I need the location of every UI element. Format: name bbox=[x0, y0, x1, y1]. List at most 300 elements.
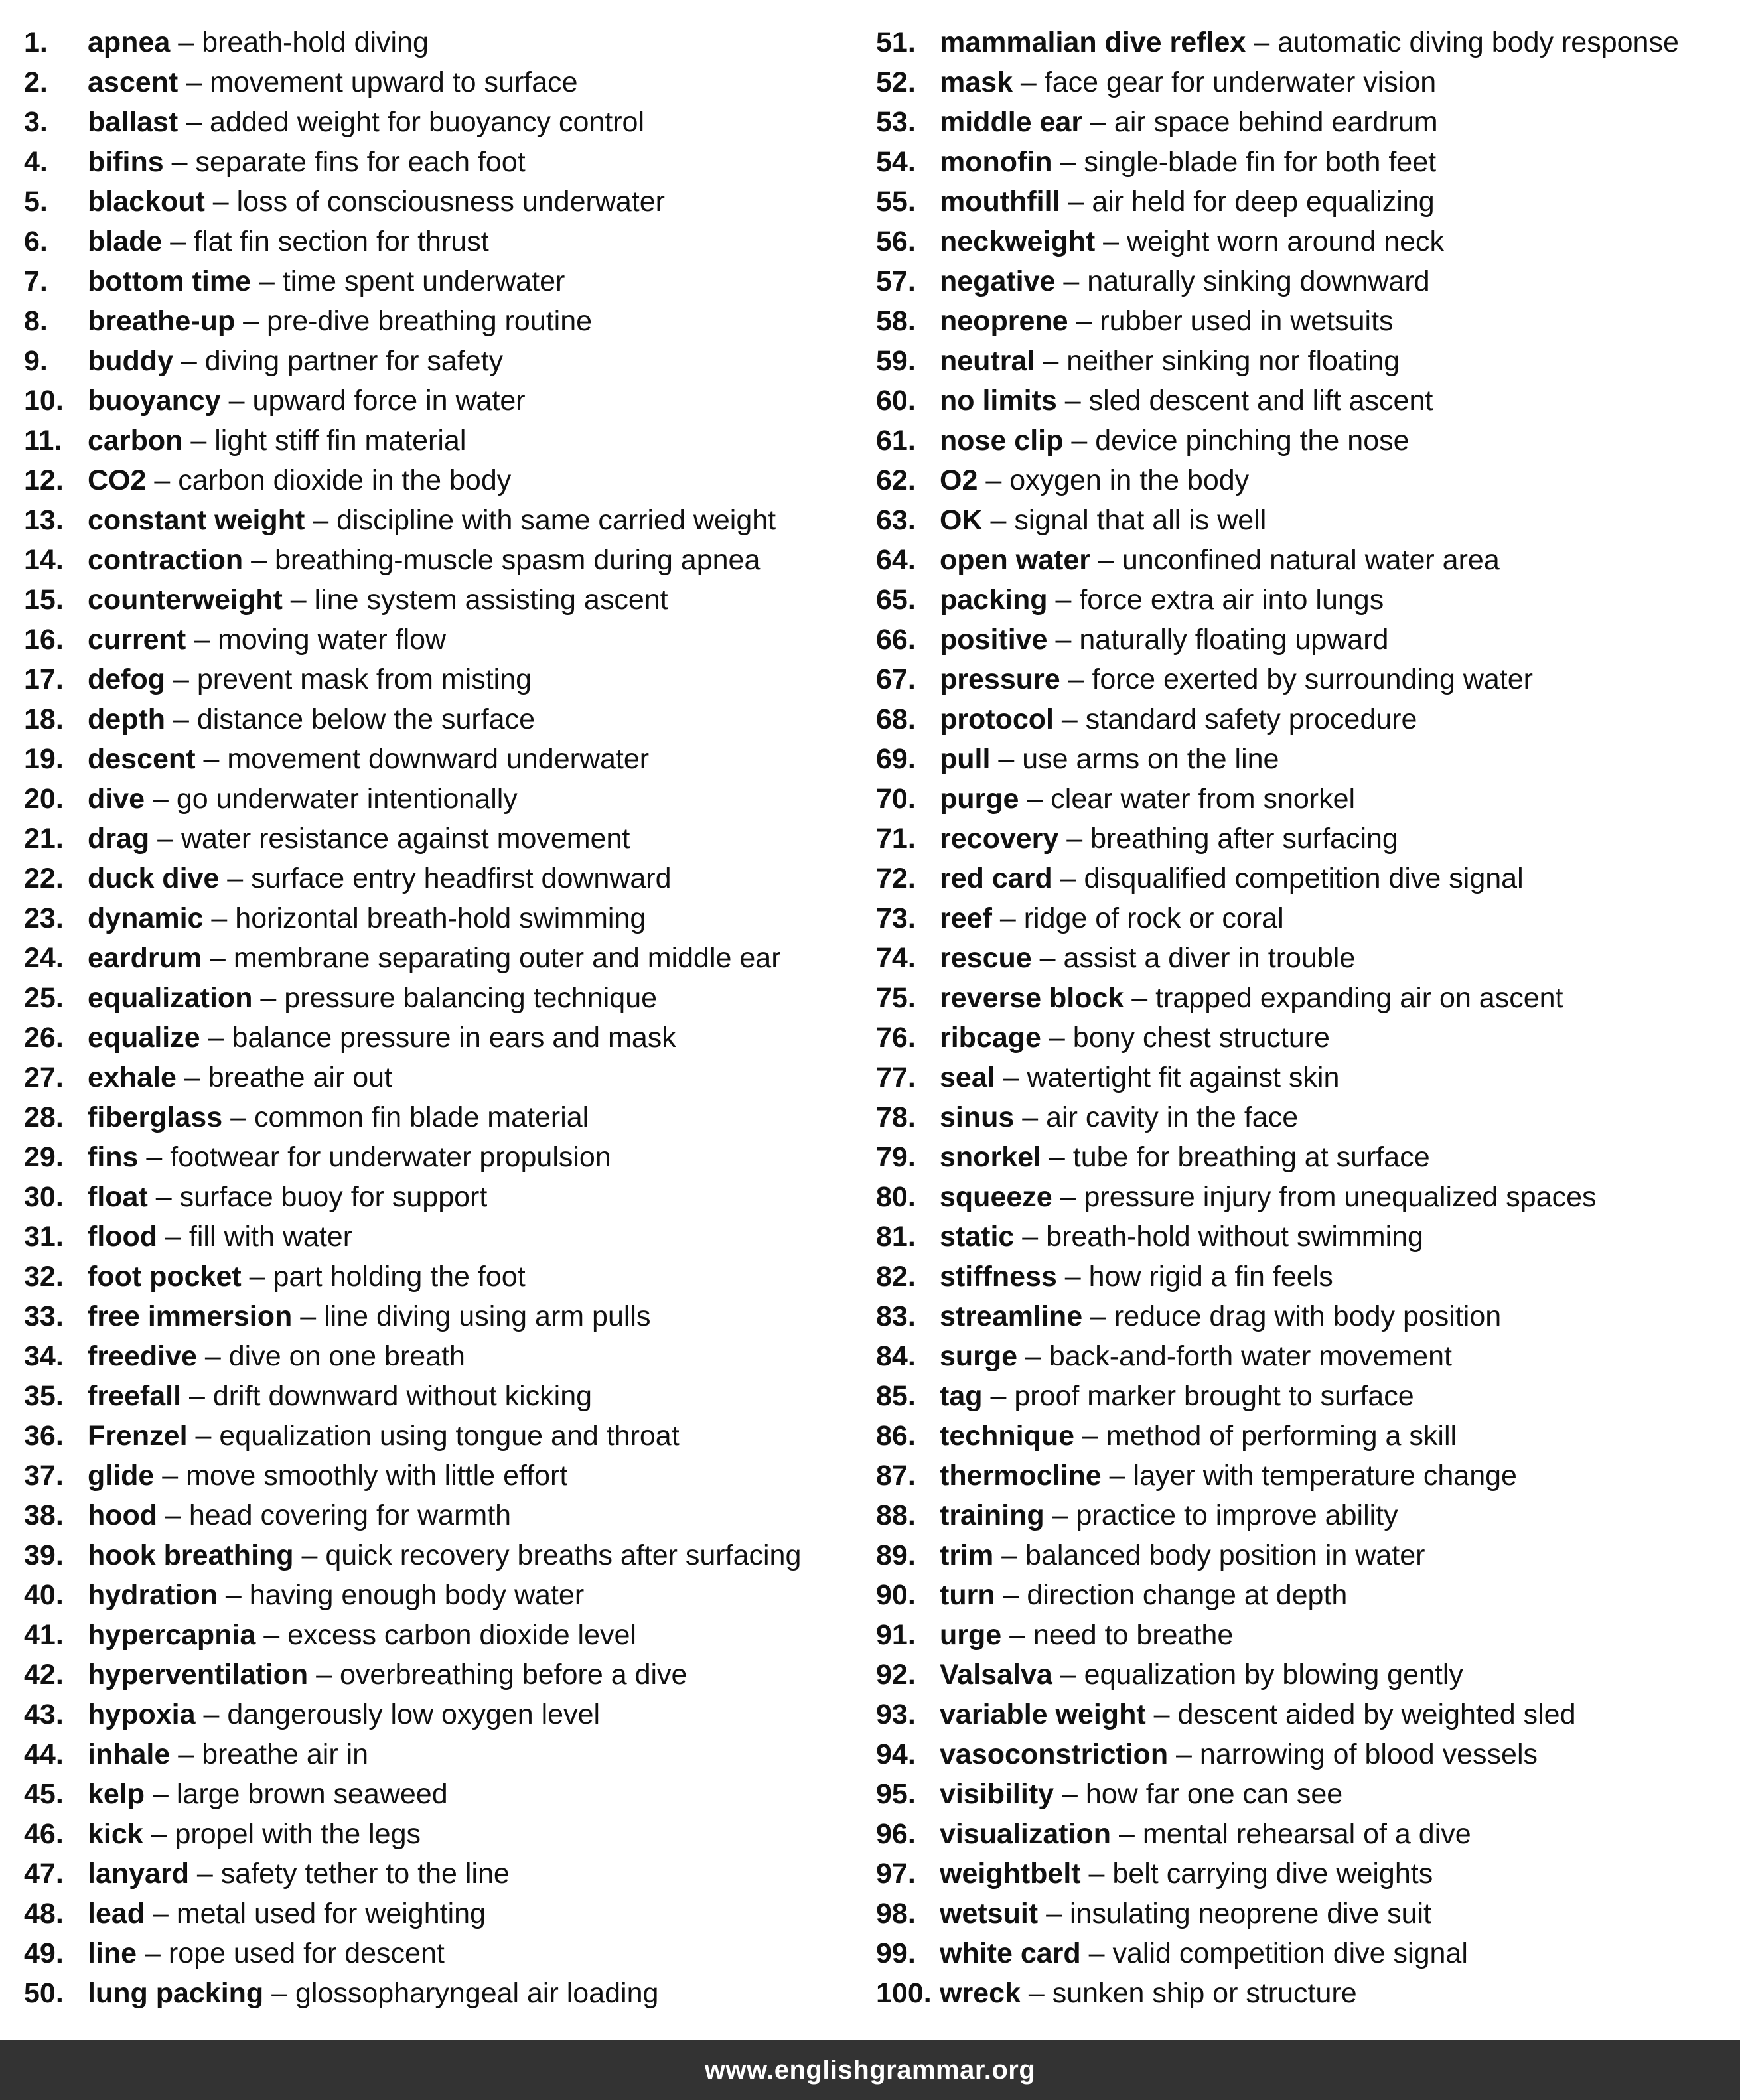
item-term: no limits bbox=[940, 385, 1057, 417]
item-number: 43. bbox=[24, 1699, 64, 1730]
item-term: OK bbox=[940, 504, 983, 536]
item-term: Frenzel bbox=[88, 1420, 188, 1452]
item-number: 93. bbox=[876, 1699, 916, 1730]
vocabulary-list-left bbox=[24, 23, 853, 2013]
item-definition: added weight for buoyancy control bbox=[210, 106, 645, 138]
item-term: monofin bbox=[940, 146, 1052, 178]
list-item bbox=[24, 859, 853, 898]
list-item bbox=[876, 1177, 1732, 1217]
item-definition: fill with water bbox=[188, 1221, 353, 1253]
item-term: open water bbox=[940, 544, 1090, 576]
item-term: middle ear bbox=[940, 106, 1083, 138]
item-term: white card bbox=[940, 1937, 1081, 1969]
item-separator: – bbox=[165, 703, 197, 735]
item-number: 18. bbox=[24, 703, 64, 735]
list-item bbox=[876, 699, 1732, 739]
item-number: 47. bbox=[24, 1858, 64, 1890]
item-definition: clear water from snorkel bbox=[1051, 783, 1356, 815]
item-term: pressure bbox=[940, 664, 1060, 695]
item-term: tag bbox=[940, 1380, 983, 1412]
item-term: neoprene bbox=[940, 305, 1068, 337]
item-separator: – bbox=[1052, 863, 1084, 894]
item-number: 86. bbox=[876, 1420, 916, 1452]
item-term: urge bbox=[940, 1619, 1002, 1651]
item-separator: – bbox=[991, 902, 1024, 934]
item-definition: need to breathe bbox=[1033, 1619, 1234, 1651]
item-separator: – bbox=[1017, 1340, 1049, 1372]
list-item bbox=[24, 1336, 853, 1376]
item-separator: – bbox=[1068, 305, 1100, 337]
item-term: visualization bbox=[940, 1818, 1112, 1850]
item-separator: – bbox=[170, 1738, 202, 1770]
list-item bbox=[24, 1615, 853, 1655]
item-term: neutral bbox=[940, 345, 1035, 377]
list-item bbox=[24, 620, 853, 660]
item-definition: belt carrying dive weights bbox=[1112, 1858, 1433, 1890]
item-definition: sunken ship or structure bbox=[1052, 1977, 1357, 2009]
list-item bbox=[24, 1575, 853, 1615]
item-separator: – bbox=[263, 1977, 295, 2009]
item-definition: upward force in water bbox=[252, 385, 526, 417]
list-item bbox=[24, 381, 853, 421]
item-separator: – bbox=[220, 385, 253, 417]
item-number: 17. bbox=[24, 664, 64, 695]
list-item bbox=[876, 1137, 1732, 1177]
item-term: equalize bbox=[88, 1022, 200, 1054]
list-item bbox=[24, 1496, 853, 1535]
item-separator: – bbox=[147, 1181, 180, 1213]
item-separator: – bbox=[178, 66, 210, 98]
item-definition: air cavity in the face bbox=[1046, 1101, 1299, 1133]
item-number: 8. bbox=[24, 305, 48, 337]
item-separator: – bbox=[195, 743, 228, 775]
item-term: buoyancy bbox=[88, 385, 221, 417]
item-separator: – bbox=[186, 624, 218, 656]
item-separator: – bbox=[163, 146, 196, 178]
list-item bbox=[24, 1296, 853, 1336]
list-item bbox=[876, 1336, 1732, 1376]
list-item bbox=[24, 739, 853, 779]
item-number: 61. bbox=[876, 425, 916, 456]
item-definition: head covering for warmth bbox=[188, 1500, 512, 1531]
item-definition: insulating neoprene dive suit bbox=[1069, 1898, 1431, 1929]
list-item bbox=[24, 1456, 853, 1496]
item-separator: – bbox=[138, 1141, 171, 1173]
item-separator: – bbox=[1020, 1977, 1052, 2009]
item-definition: quick recovery breaths after surfacing bbox=[325, 1539, 802, 1571]
list-item bbox=[876, 1496, 1732, 1535]
list-item bbox=[24, 182, 853, 222]
item-term: kick bbox=[88, 1818, 143, 1850]
item-separator: – bbox=[1101, 1460, 1133, 1492]
list-item bbox=[24, 142, 853, 182]
item-number: 99. bbox=[876, 1937, 916, 1969]
list-item bbox=[876, 182, 1732, 222]
item-separator: – bbox=[1038, 1898, 1070, 1929]
item-number: 54. bbox=[876, 146, 916, 178]
list-item bbox=[24, 1734, 853, 1774]
item-separator: – bbox=[203, 902, 236, 934]
list-item bbox=[24, 1018, 853, 1058]
item-definition: how far one can see bbox=[1085, 1778, 1343, 1810]
item-separator: – bbox=[1012, 66, 1045, 98]
item-number: 22. bbox=[24, 863, 64, 894]
item-separator: – bbox=[149, 823, 181, 855]
list-item bbox=[876, 1376, 1732, 1416]
item-number: 91. bbox=[876, 1619, 916, 1651]
list-item bbox=[876, 620, 1732, 660]
item-definition: propel with the legs bbox=[175, 1818, 421, 1850]
item-separator: – bbox=[282, 584, 315, 616]
item-definition: single-blade fin for both feet bbox=[1084, 146, 1437, 178]
item-definition: signal that all is well bbox=[1014, 504, 1267, 536]
item-term: exhale bbox=[88, 1062, 177, 1093]
item-definition: excess carbon dioxide level bbox=[287, 1619, 636, 1651]
item-term: lead bbox=[88, 1898, 145, 1929]
item-separator: – bbox=[145, 783, 177, 815]
list-item bbox=[876, 222, 1732, 261]
item-term: contraction bbox=[88, 544, 244, 576]
item-number: 72. bbox=[876, 863, 916, 894]
item-separator: – bbox=[252, 982, 285, 1014]
item-number: 57. bbox=[876, 265, 916, 297]
item-definition: dive on one breath bbox=[228, 1340, 465, 1372]
item-number: 68. bbox=[876, 703, 916, 735]
item-separator: – bbox=[1052, 1181, 1084, 1213]
item-separator: – bbox=[1056, 385, 1089, 417]
item-separator: – bbox=[157, 1221, 189, 1253]
item-definition: naturally sinking downward bbox=[1087, 265, 1430, 297]
item-number: 83. bbox=[876, 1300, 916, 1332]
item-definition: overbreathing before a dive bbox=[339, 1659, 688, 1691]
item-term: purge bbox=[940, 783, 1019, 815]
item-term: mask bbox=[940, 66, 1013, 98]
item-term: carbon bbox=[88, 425, 183, 456]
item-term: recovery bbox=[940, 823, 1059, 855]
list-item bbox=[876, 739, 1732, 779]
item-definition: surface buoy for support bbox=[179, 1181, 488, 1213]
item-definition: layer with temperature change bbox=[1133, 1460, 1517, 1492]
item-definition: surface entry headfirst downward bbox=[251, 863, 672, 894]
item-definition: diving partner for safety bbox=[204, 345, 504, 377]
item-term: counterweight bbox=[88, 584, 283, 616]
item-definition: back-and-forth water movement bbox=[1049, 1340, 1452, 1372]
item-separator: – bbox=[1041, 1022, 1073, 1054]
item-term: dynamic bbox=[88, 902, 204, 934]
item-term: inhale bbox=[88, 1738, 171, 1770]
list-item bbox=[24, 261, 853, 301]
item-term: variable weight bbox=[940, 1699, 1146, 1730]
item-number: 40. bbox=[24, 1579, 64, 1611]
item-definition: breathing-muscle spasm during apnea bbox=[274, 544, 761, 576]
list-item bbox=[876, 381, 1732, 421]
item-term: red card bbox=[940, 863, 1052, 894]
item-definition: method of performing a skill bbox=[1106, 1420, 1457, 1452]
item-number: 48. bbox=[24, 1898, 64, 1929]
list-item bbox=[876, 1973, 1732, 2013]
item-number: 39. bbox=[24, 1539, 64, 1571]
list-item bbox=[24, 1973, 853, 2013]
item-definition: practice to improve ability bbox=[1076, 1500, 1398, 1531]
item-term: Valsalva bbox=[940, 1659, 1052, 1691]
item-number: 63. bbox=[876, 504, 916, 536]
item-separator: – bbox=[1168, 1738, 1200, 1770]
item-definition: device pinching the nose bbox=[1095, 425, 1410, 456]
item-term: wreck bbox=[940, 1977, 1021, 2009]
list-item bbox=[876, 1655, 1732, 1695]
item-separator: – bbox=[217, 1579, 250, 1611]
item-term: buddy bbox=[88, 345, 173, 377]
item-separator: – bbox=[978, 464, 1010, 496]
item-number: 4. bbox=[24, 146, 48, 178]
item-definition: face gear for underwater vision bbox=[1044, 66, 1437, 98]
item-separator: – bbox=[308, 1659, 340, 1691]
item-number: 79. bbox=[876, 1141, 916, 1173]
item-definition: direction change at depth bbox=[1027, 1579, 1348, 1611]
item-term: breathe-up bbox=[88, 305, 236, 337]
item-definition: oxygen in the body bbox=[1009, 464, 1250, 496]
item-number: 13. bbox=[24, 504, 64, 536]
item-separator: – bbox=[1063, 425, 1096, 456]
item-separator: – bbox=[202, 942, 234, 974]
item-term: hood bbox=[88, 1500, 158, 1531]
item-term: O2 bbox=[940, 464, 978, 496]
item-number: 19. bbox=[24, 743, 64, 775]
list-item bbox=[24, 1774, 853, 1814]
item-term: negative bbox=[940, 265, 1056, 297]
item-number: 62. bbox=[876, 464, 916, 496]
item-definition: narrowing of blood vessels bbox=[1199, 1738, 1538, 1770]
list-item bbox=[24, 62, 853, 102]
item-term: technique bbox=[940, 1420, 1075, 1452]
list-item bbox=[24, 898, 853, 938]
item-term: fins bbox=[88, 1141, 139, 1173]
item-definition: force extra air into lungs bbox=[1079, 584, 1384, 616]
item-term: nose clip bbox=[940, 425, 1064, 456]
item-definition: disqualified competition dive signal bbox=[1084, 863, 1524, 894]
item-number: 73. bbox=[876, 902, 916, 934]
item-number: 31. bbox=[24, 1221, 64, 1253]
item-definition: weight worn around neck bbox=[1126, 226, 1445, 257]
item-number: 88. bbox=[876, 1500, 916, 1531]
item-definition: horizontal breath-hold swimming bbox=[235, 902, 646, 934]
item-definition: rubber used in wetsuits bbox=[1100, 305, 1394, 337]
item-separator: – bbox=[145, 1778, 177, 1810]
footer-website: www.englishgrammar.org bbox=[704, 2055, 1036, 2085]
item-definition: breath-hold diving bbox=[202, 27, 429, 58]
list-item bbox=[876, 1854, 1732, 1894]
item-number: 85. bbox=[876, 1380, 916, 1412]
item-separator: – bbox=[182, 425, 215, 456]
item-number: 56. bbox=[876, 226, 916, 257]
item-number: 1. bbox=[24, 27, 48, 58]
item-term: hyperventilation bbox=[88, 1659, 309, 1691]
item-number: 49. bbox=[24, 1937, 64, 1969]
list-item bbox=[876, 142, 1732, 182]
item-number: 76. bbox=[876, 1022, 916, 1054]
item-separator: – bbox=[219, 863, 252, 894]
item-number: 78. bbox=[876, 1101, 916, 1133]
item-definition: breathe air out bbox=[208, 1062, 392, 1093]
item-number: 9. bbox=[24, 345, 48, 377]
item-definition: having enough body water bbox=[249, 1579, 585, 1611]
item-number: 2. bbox=[24, 66, 48, 98]
item-number: 35. bbox=[24, 1380, 64, 1412]
item-separator: – bbox=[157, 1500, 189, 1531]
item-separator: – bbox=[170, 27, 202, 58]
item-number: 52. bbox=[876, 66, 916, 98]
item-definition: pre-dive breathing routine bbox=[267, 305, 593, 337]
item-term: blade bbox=[88, 226, 163, 257]
item-separator: – bbox=[1014, 1221, 1047, 1253]
item-definition: neither sinking nor floating bbox=[1066, 345, 1400, 377]
item-separator: – bbox=[196, 1340, 229, 1372]
item-term: bottom time bbox=[88, 265, 252, 297]
item-term: hydration bbox=[88, 1579, 218, 1611]
item-separator: – bbox=[1054, 1778, 1086, 1810]
item-term: free immersion bbox=[88, 1300, 293, 1332]
item-definition: ridge of rock or coral bbox=[1023, 902, 1284, 934]
item-number: 64. bbox=[876, 544, 916, 576]
item-definition: air space behind eardrum bbox=[1114, 106, 1438, 138]
item-number: 25. bbox=[24, 982, 64, 1014]
list-item bbox=[876, 1416, 1732, 1456]
item-number: 69. bbox=[876, 743, 916, 775]
item-number: 74. bbox=[876, 942, 916, 974]
item-definition: line diving using arm pulls bbox=[324, 1300, 651, 1332]
item-number: 42. bbox=[24, 1659, 64, 1691]
item-definition: drift downward without kicking bbox=[212, 1380, 593, 1412]
item-separator: – bbox=[1124, 982, 1156, 1014]
item-number: 27. bbox=[24, 1062, 64, 1093]
item-number: 32. bbox=[24, 1261, 64, 1293]
list-item bbox=[24, 978, 853, 1018]
item-term: reef bbox=[940, 902, 992, 934]
item-definition: descent aided by weighted sled bbox=[1177, 1699, 1576, 1730]
list-item bbox=[876, 660, 1732, 699]
item-number: 20. bbox=[24, 783, 64, 815]
item-separator: – bbox=[178, 106, 210, 138]
item-term: duck dive bbox=[88, 863, 220, 894]
item-separator: – bbox=[1014, 1101, 1047, 1133]
item-number: 87. bbox=[876, 1460, 916, 1492]
item-separator: – bbox=[181, 1380, 213, 1412]
item-separator: – bbox=[1080, 1858, 1113, 1890]
list-item bbox=[24, 1854, 853, 1894]
item-definition: loss of consciousness underwater bbox=[236, 186, 665, 218]
item-separator: – bbox=[1145, 1699, 1178, 1730]
item-term: reverse block bbox=[940, 982, 1124, 1014]
item-definition: air held for deep equalizing bbox=[1092, 186, 1435, 218]
item-term: bifins bbox=[88, 146, 164, 178]
item-separator: – bbox=[243, 544, 275, 576]
list-item bbox=[24, 1535, 853, 1575]
item-term: CO2 bbox=[88, 464, 147, 496]
list-item bbox=[24, 1416, 853, 1456]
list-item bbox=[24, 500, 853, 540]
list-item bbox=[876, 421, 1732, 460]
list-item bbox=[876, 23, 1732, 62]
item-term: pull bbox=[940, 743, 991, 775]
item-number: 92. bbox=[876, 1659, 916, 1691]
list-item bbox=[876, 540, 1732, 580]
item-separator: – bbox=[1060, 186, 1092, 218]
list-item bbox=[876, 102, 1732, 142]
list-item bbox=[24, 1695, 853, 1734]
item-separator: – bbox=[154, 1460, 186, 1492]
item-term: wetsuit bbox=[940, 1898, 1039, 1929]
item-definition: sled descent and lift ascent bbox=[1088, 385, 1433, 417]
item-number: 44. bbox=[24, 1738, 64, 1770]
item-definition: assist a diver in trouble bbox=[1063, 942, 1356, 974]
item-definition: water resistance against movement bbox=[181, 823, 630, 855]
item-separator: – bbox=[162, 226, 194, 257]
item-term: flood bbox=[88, 1221, 158, 1253]
item-separator: – bbox=[993, 1539, 1026, 1571]
list-item bbox=[24, 1933, 853, 1973]
item-term: defog bbox=[88, 664, 166, 695]
item-separator: – bbox=[143, 1818, 175, 1850]
item-definition: breathe air in bbox=[202, 1738, 369, 1770]
item-number: 90. bbox=[876, 1579, 916, 1611]
item-separator: – bbox=[1047, 584, 1080, 616]
item-separator: – bbox=[1044, 1500, 1076, 1531]
item-separator: – bbox=[1080, 1937, 1113, 1969]
item-separator: – bbox=[305, 504, 337, 536]
item-term: ribcage bbox=[940, 1022, 1041, 1054]
item-separator: – bbox=[1090, 544, 1122, 576]
list-item bbox=[24, 1058, 853, 1097]
list-item bbox=[24, 341, 853, 381]
list-item bbox=[876, 1296, 1732, 1336]
item-separator: – bbox=[251, 265, 283, 297]
item-number: 94. bbox=[876, 1738, 916, 1770]
item-separator: – bbox=[176, 1062, 208, 1093]
item-definition: large brown seaweed bbox=[176, 1778, 448, 1810]
item-separator: – bbox=[222, 1101, 254, 1133]
item-definition: use arms on the line bbox=[1022, 743, 1279, 775]
item-separator: – bbox=[146, 464, 179, 496]
item-number: 11. bbox=[24, 425, 62, 456]
item-separator: – bbox=[235, 305, 267, 337]
item-definition: equalization using tongue and throat bbox=[219, 1420, 680, 1452]
item-separator: – bbox=[1035, 345, 1067, 377]
list-item bbox=[876, 1097, 1732, 1137]
item-term: hypoxia bbox=[88, 1699, 196, 1730]
item-definition: carbon dioxide in the body bbox=[178, 464, 512, 496]
list-item bbox=[876, 1734, 1732, 1774]
list-item bbox=[876, 1894, 1732, 1933]
item-term: weightbelt bbox=[940, 1858, 1081, 1890]
item-term: kelp bbox=[88, 1778, 145, 1810]
list-item bbox=[24, 222, 853, 261]
list-item bbox=[24, 1137, 853, 1177]
list-item bbox=[876, 779, 1732, 819]
item-number: 67. bbox=[876, 664, 916, 695]
item-separator: – bbox=[1082, 1300, 1114, 1332]
item-number: 89. bbox=[876, 1539, 916, 1571]
item-term: float bbox=[88, 1181, 148, 1213]
item-number: 58. bbox=[876, 305, 916, 337]
list-item bbox=[876, 1535, 1732, 1575]
item-definition: pressure balancing technique bbox=[284, 982, 658, 1014]
item-term: neckweight bbox=[940, 226, 1096, 257]
item-definition: part holding the foot bbox=[273, 1261, 526, 1293]
item-definition: automatic diving body response bbox=[1277, 27, 1679, 58]
item-number: 23. bbox=[24, 902, 64, 934]
item-definition: balance pressure in ears and mask bbox=[232, 1022, 676, 1054]
list-item bbox=[24, 699, 853, 739]
